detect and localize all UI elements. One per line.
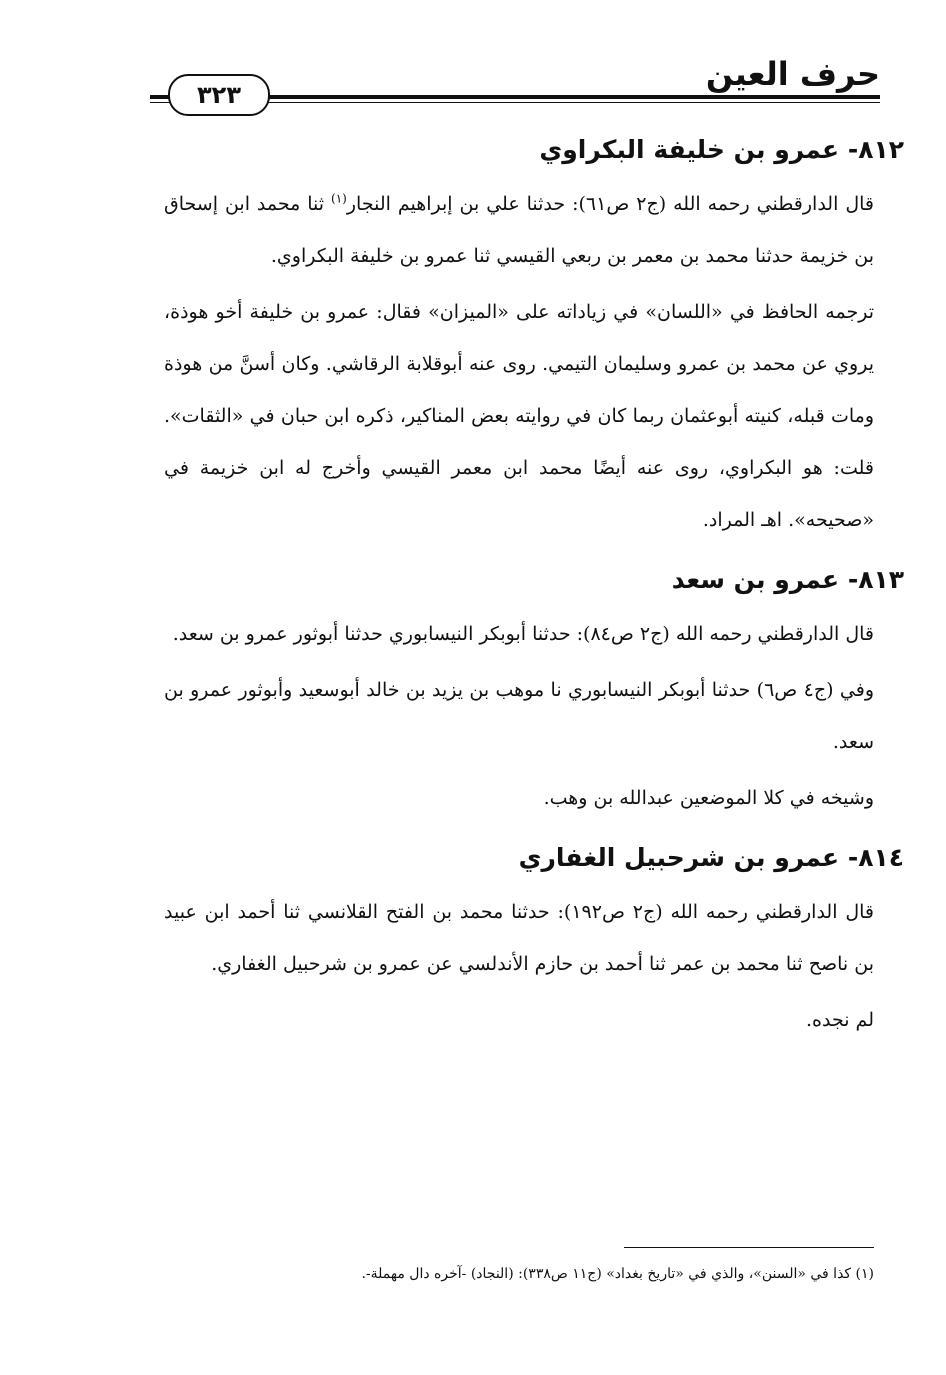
entry-title: ٨١٤- عمرو بن شرحبيل الغفاري bbox=[518, 843, 904, 872]
entry-title: ٨١٣- عمرو بن سعد bbox=[671, 565, 904, 594]
paragraph: ترجمه الحافظ في «اللسان» في زياداته على «الميزان» فقال: عمرو بن خليفة أخو هوذة، يروي عن محمد بن عمرو وسليمان التيمي. روى عنه أبوقلابة الرقاشي. وكان أسنَّ من هوذة ومات قبله، كنيته أبوعثمان ربما كان في روايته بعض المناكير، ذكره ابن حبان في «الثقات». قلت: هو البكراوي، روى عنه أيضًا محمد ابن معمر القيسي وأخرج له ابن خزيمة في «صحيحه». اهـ المراد. bbox=[164, 301, 874, 531]
paragraph bbox=[164, 178, 874, 282]
paragraph: وشيخه في كلا الموضعين عبدالله بن وهب. bbox=[543, 787, 874, 809]
paragraph: قال الدارقطني رحمه الله (ج٢ ص٨٤): حدثنا أبوبكر النيسابوري حدثنا أبوثور عمرو بن سعد. bbox=[172, 623, 874, 645]
footnote-separator bbox=[624, 1247, 874, 1248]
entry-title: ٨١٢- عمرو بن خليفة البكراوي bbox=[539, 135, 904, 164]
paragraph: وفي (ج٤ ص٦) حدثنا أبوبكر النيسابوري نا موهب بن يزيد بن خالد أبوسعيد وأبوثور عمرو بن سعد. bbox=[164, 679, 874, 753]
page-body bbox=[164, 128, 904, 1050]
paragraph: قال الدارقطني رحمه الله (ج٢ ص١٩٢): حدثنا محمد بن الفتح القلانسي ثنا أحمد ابن عبيد بن ناصح ثنا محمد بن عمر ثنا أحمد بن حازم الأندلسي عن عمرو بن شرحبيل الغفاري. bbox=[164, 901, 875, 975]
paragraph: لم نجده. bbox=[806, 1009, 874, 1031]
entry-814 bbox=[164, 836, 904, 1046]
entry-812 bbox=[164, 128, 904, 546]
entry-813 bbox=[164, 558, 904, 824]
paragraph-text: قال الدارقطني رحمه الله (ج٢ ص٦١): حدثنا علي بن إبراهيم النجار bbox=[346, 193, 874, 215]
paragraph-text: ثنا محمد ابن إسحاق بن خزيمة حدثنا محمد بن معمر بن ربعي القيسي ثنا عمرو بن خليفة البكراوي. bbox=[164, 193, 874, 267]
footnote: (١) كذا في «السنن»، والذي في «تاريخ بغداد» (ج١١ ص٣٣٨): (النجاد) -آخره دال مهملة-. bbox=[361, 1266, 874, 1282]
chapter-title: حرف العين bbox=[705, 55, 880, 93]
page-number: ٣٢٣ bbox=[168, 74, 270, 116]
page-header bbox=[150, 52, 880, 112]
footnote-marker: (١) bbox=[331, 191, 347, 206]
